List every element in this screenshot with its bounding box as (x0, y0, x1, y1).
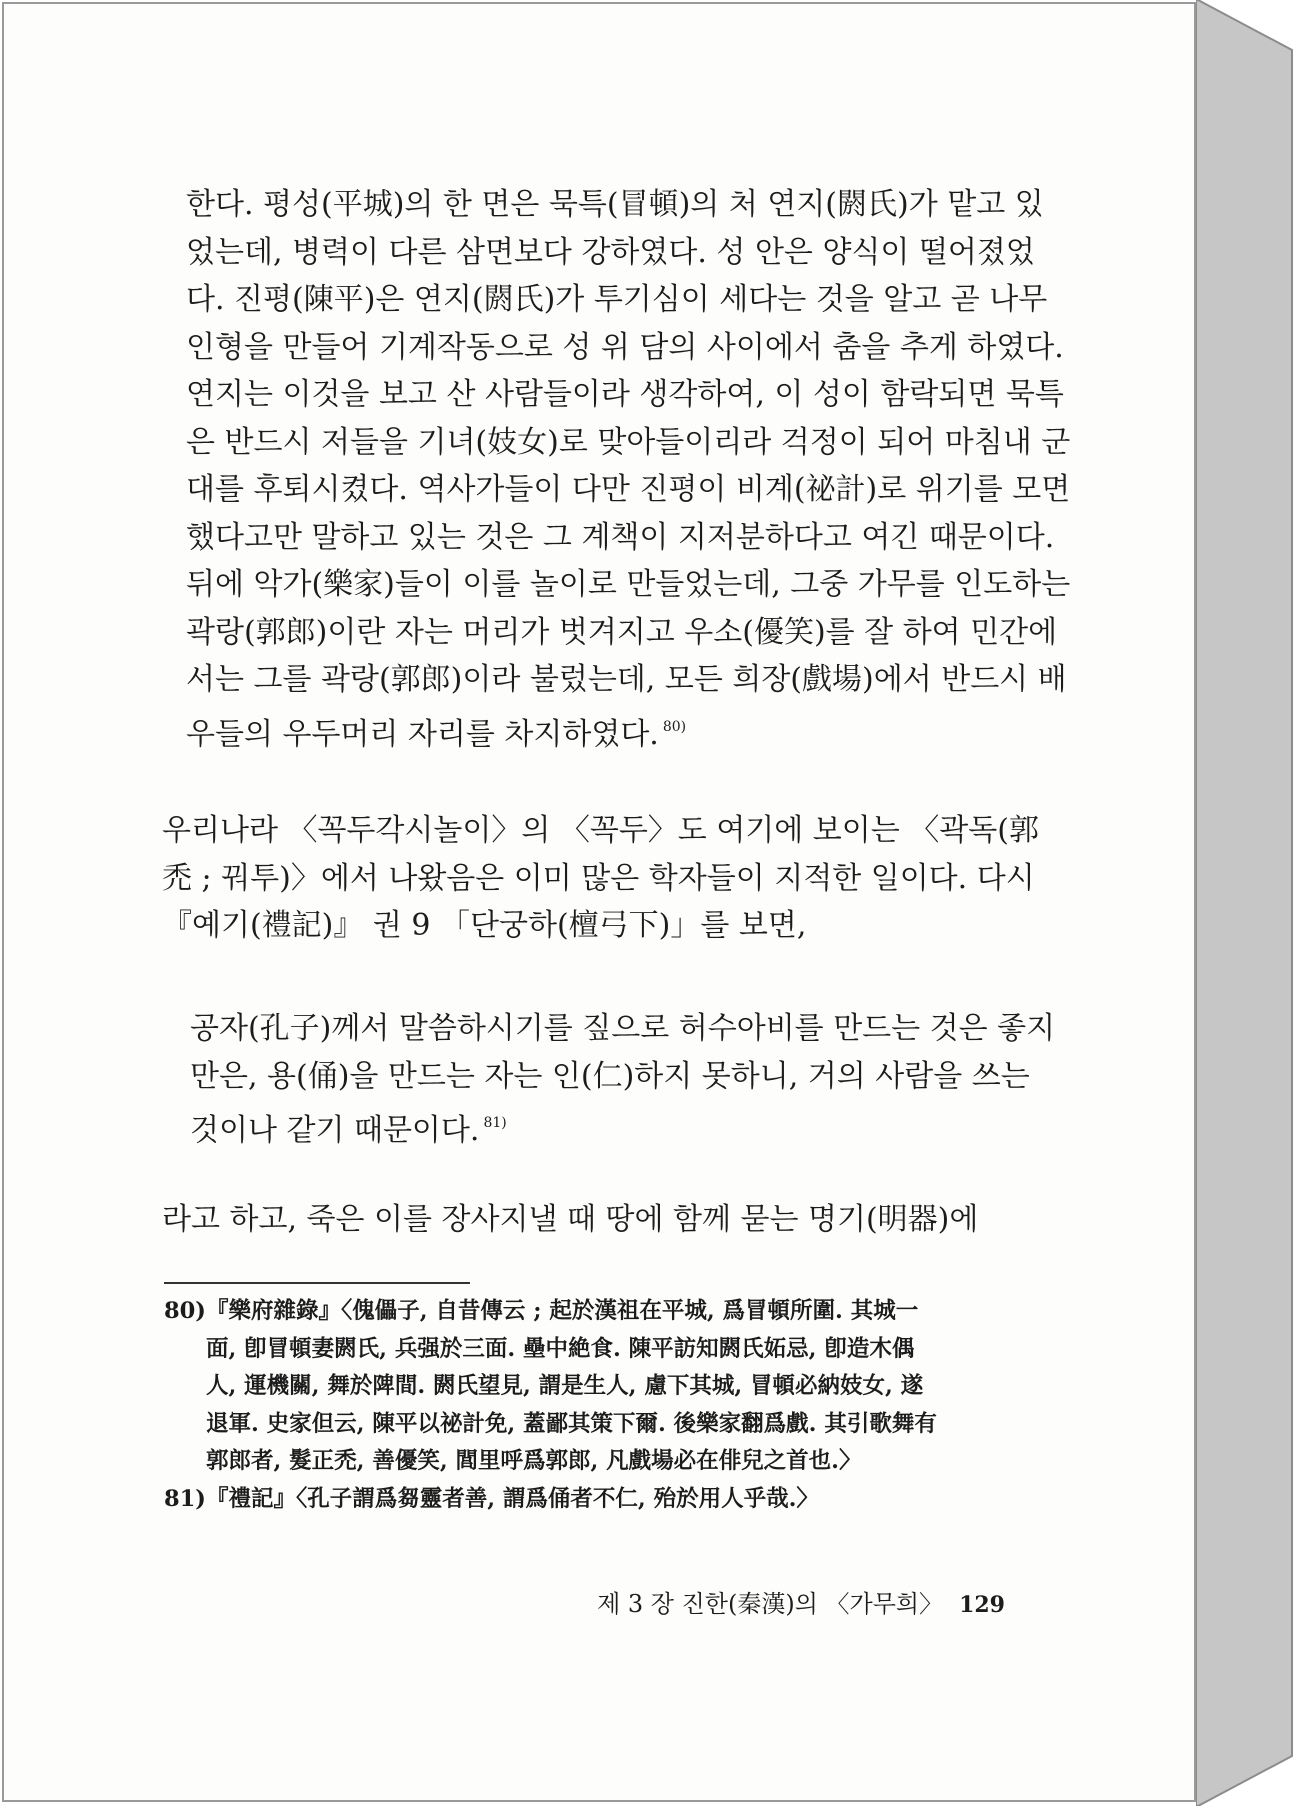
text-line: 『예기(禮記)』 권 9 「단궁하(檀弓下)」를 보면, (162, 908, 807, 943)
page-number: 129 (959, 1592, 1005, 1618)
footnote-reference[interactable]: 81) (483, 1115, 507, 1131)
footnote-line (164, 1481, 1026, 1519)
text-line: 만은, 용(俑)을 만드는 자는 인(仁)하지 못하니, 거의 사람을 쓰는 (190, 1058, 1030, 1094)
text-line: 우들의 우두머리 자리를 차지하였다. $^{80)}$ (186, 716, 687, 752)
footnote-number: 80) (164, 1298, 206, 1324)
footnote-line (164, 1331, 1026, 1369)
body-paragraph-3 (162, 1196, 1026, 1244)
text-line: 곽랑(郭郎)이란 자는 머리가 벗겨지고 우소(優笑)를 잘 하여 민간에 (186, 614, 1058, 650)
body-paragraph-1 (186, 181, 1071, 758)
footnote-text: 『樂府雜錄』〈傀儡子, 自昔傳云 ; 起於漢祖在平城, 爲冒頓所圍. 其城一 (206, 1298, 919, 1324)
text-line: 것이나 같기 때문이다. $^{81)}$ (190, 1113, 507, 1148)
text-line: 인형을 만들어 기계작동으로 성 위 담의 사이에서 춤을 추게 하였다. (186, 329, 1064, 365)
footnote-2 (164, 1481, 1026, 1519)
text-line: 은 반드시 저들을 기녀(妓女)로 맞아들이리라 걱정이 되어 마침내 군 (186, 424, 1071, 460)
footnote-line (164, 1293, 1026, 1331)
text-line: 서는 그를 곽랑(郭郎)이라 불렀는데, 모든 희장(戲場)에서 반드시 배 (186, 662, 1067, 697)
text-line: 한다. 평성(平城)의 한 면은 묵특(冒頓)의 처 연지(閼氏)가 맡고 있 (186, 187, 1044, 222)
footnote-1 (164, 1293, 1026, 1481)
text-line: 했다고만 말하고 있는 것은 그 계책이 지저분하다고 여긴 때문이다. (186, 519, 1055, 555)
footnote-text: 郭郎者, 髮正禿, 善優笑, 閭里呼爲郭郎, 凡戲場必在俳兒之首也.〉 (206, 1448, 862, 1474)
text-line: 다. 진평(陳平)은 연지(閼氏)가 투기심이 세다는 것을 알고 곧 나무 (186, 282, 1048, 317)
footnote-text: 面, 卽冒頓妻閼氏, 兵强於三面. 壘中絶食. 陳平訪知閼氏妬忌, 卽造木偶 (206, 1335, 915, 1362)
footnote-reference[interactable]: 80) (662, 718, 687, 735)
footnote-number: 81) (164, 1485, 206, 1512)
footnote-text: 退軍. 史家但云, 陳平以祕計免, 蓋鄙其策下爾. 後樂家翻爲戲. 其引歌舞有 (206, 1410, 937, 1437)
footnote-separator (164, 1282, 470, 1284)
footnote-text: 『禮記』〈孔子謂爲芻靈者善, 謂爲俑者不仁, 殆於用人乎哉.〉 (206, 1485, 819, 1512)
running-footer (560, 1584, 1005, 1619)
text-line: 대를 후퇴시켰다. 역사가들이 다만 진평이 비계(祕計)로 위기를 모면 (186, 472, 1071, 507)
footnote-line (164, 1368, 1026, 1406)
text-line: 공자(孔子)께서 말씀하시기를 짚으로 허수아비를 만드는 것은 좋지 (190, 1011, 1056, 1046)
chapter-title: 제 3 장 진한(秦漢)의 〈가무희〉 (597, 1590, 944, 1618)
footnote-text: 人, 運機關, 舞於陴間. 閼氏望見, 謂是生人, 慮下其城, 冒頓必納妓女, 遂 (206, 1373, 924, 1399)
text-line: 우리나라 〈꼭두각시놀이〉의 〈꼭두〉도 여기에 보이는 〈곽독(郭 (162, 813, 1039, 848)
body-paragraph-2 (162, 807, 1039, 950)
text-line: 었는데, 병력이 다른 삼면보다 강하였다. 성 안은 양식이 떨어졌었 (186, 234, 1035, 270)
text-line: 연지는 이것을 보고 산 사람들이라 생각하여, 이 성이 함락되면 묵특 (186, 377, 1064, 412)
footnote-line (164, 1406, 1026, 1444)
text-line: 뒤에 악가(樂家)들이 이를 놀이로 만들었는데, 그중 가무를 인도하는 (186, 567, 1071, 602)
footnote-line (164, 1443, 1026, 1481)
text-line: 라고 하고, 죽은 이를 장사지낼 때 땅에 함께 묻는 명기(明器)에 (162, 1202, 979, 1237)
footnotes (164, 1293, 1026, 1518)
text-line: 禿 ; 꿔투)〉에서 나왔음은 이미 많은 학자들이 지적한 일이다. 다시 (162, 860, 1035, 896)
block-quote (190, 1005, 1056, 1155)
page-stack-edge (1196, 0, 1294, 1806)
